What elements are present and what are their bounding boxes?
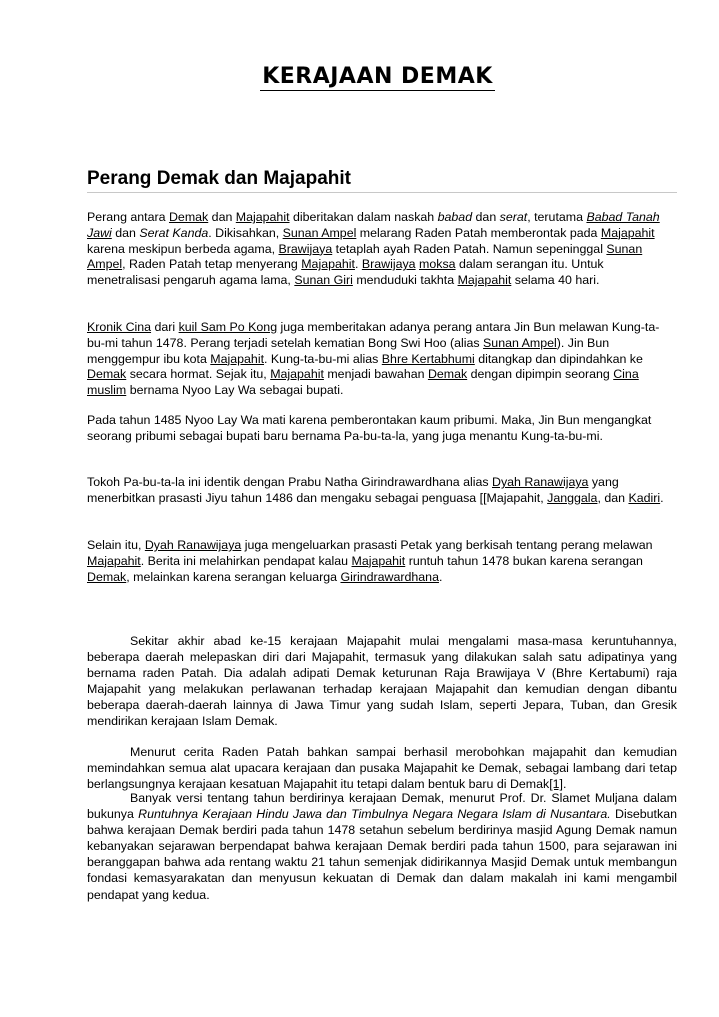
inline-link[interactable]: Majapahit xyxy=(301,257,355,272)
inline-link[interactable]: Demak xyxy=(427,367,468,382)
paragraph: Pada tahun 1485 Nyoo Lay Wa mati karena pemberontakan kaum pribumi. Maka, Jin Bun mengangkat seorang pribumi sebagai bupati baru bernama Pa-bu-ta-la, yang juga menantu Kung-ta-bu-mi. xyxy=(87,413,652,443)
paragraph: Kronik Cina dari kuil Sam Po Kong juga memberitakan adanya perang antara Jin Bun melawan Kung-ta-bu-mi tahun 1478. Perang terjadi setelah kematian Bong Swi Hoo (alias Sunan Ampel). Jin Bun menggempur ibu kota Majapahit. Kung-ta-bu-mi alias Bhre Kertabhumi ditangkap dan dipindahkan ke Demak secara hormat. Sejak itu, Majapahit menjadi bawahan Demak dengan dipimpin seorang Cina muslim bernama Nyoo Lay Wa sebagai bupati. xyxy=(87,320,660,398)
inline-link[interactable]: Majapahit xyxy=(270,367,324,382)
inline-link[interactable]: Janggala xyxy=(547,490,598,505)
inline-link[interactable]: Sunan Ampel xyxy=(87,241,643,272)
italic-text: serat xyxy=(499,210,528,224)
inline-link[interactable]: Girindrawardhana xyxy=(340,569,439,584)
inline-link[interactable]: Majapahit xyxy=(235,210,290,224)
paragraph: Menurut cerita Raden Patah bahkan sampai berhasil merobohkan majapahit dan kemudian memindahkan semua alat upacara kerajaan dan pusaka Majapahit ke Demak, sebagai lambang dari tetap berlangsungnya kerajaan kesatuan Majapahit itu tetapi dalam bentuk baru di Demak[1]. xyxy=(87,745,677,792)
inline-link[interactable]: kuil Sam Po Kong xyxy=(178,320,278,334)
inline-link[interactable]: moksa xyxy=(419,257,456,272)
italic-text: babad xyxy=(437,210,473,224)
inline-link[interactable]: Sunan Giri xyxy=(294,273,353,288)
inline-link[interactable]: Majapahit xyxy=(457,273,512,288)
document-title xyxy=(0,64,719,91)
inline-link[interactable]: muslim xyxy=(87,383,127,398)
section-heading: Perang Demak dan Majapahit xyxy=(87,168,677,193)
italic-text: Serat Kanda xyxy=(139,225,209,240)
inline-link[interactable]: Majapahit xyxy=(87,553,141,568)
inline-link[interactable]: Majapahit xyxy=(210,351,265,366)
paragraph: Selain itu, Dyah Ranawijaya juga mengeluarkan prasasti Petak yang berkisah tentang perang melawan Majapahit. Berita ini melahirkan pendapat kalau Majapahit runtuh tahun 1478 bukan karena serangan Demak, melainkan karena serangan keluarga Girindrawardhana. xyxy=(87,538,653,584)
inline-link[interactable]: Cina xyxy=(613,367,639,382)
inline-link[interactable]: Sunan Ampel xyxy=(282,225,357,240)
inline-link[interactable]: [1] xyxy=(549,777,563,792)
inline-link[interactable]: Dyah Ranawijaya xyxy=(492,475,589,489)
inline-link[interactable]: Demak xyxy=(168,210,209,224)
inline-link[interactable]: Majapahit xyxy=(600,225,655,240)
inline-link[interactable]: Kadiri xyxy=(628,490,661,505)
inline-link[interactable]: Brawijaya xyxy=(361,257,416,272)
inline-link[interactable]: Majapahit xyxy=(351,553,406,568)
inline-link[interactable]: Babad Tanah Jawi xyxy=(87,210,660,240)
inline-link[interactable]: Demak xyxy=(87,367,127,382)
inline-link[interactable]: Demak xyxy=(87,569,127,584)
inline-link[interactable]: Dyah Ranawijaya xyxy=(144,538,242,552)
inline-link[interactable]: Sunan Ampel xyxy=(483,335,557,350)
inline-link[interactable]: Kronik Cina xyxy=(87,320,152,334)
paragraph: Tokoh Pa-bu-ta-la ini identik dengan Prabu Natha Girindrawardhana alias Dyah Ranawijaya yang menerbitkan prasasti Jiyu tahun 1486 dan mengaku sebagai penguasa [[Majapahit, Janggala, dan Kadiri. xyxy=(87,475,664,505)
italic-text: Runtuhnya Kerajaan Hindu Jawa dan Timbulnya Negara Negara Islam di Nusantara. xyxy=(138,807,611,822)
inline-link[interactable]: Bhre Kertabhumi xyxy=(381,351,475,366)
paragraph: Perang antara Demak dan Majapahit diberitakan dalam naskah babad dan serat, terutama Babad Tanah Jawi dan Serat Kanda. Dikisahkan, Sunan Ampel melarang Raden Patah memberontak pada Majapahit karena meskipun berbeda agama, Brawijaya tetaplah ayah Raden Patah. Namun sepeninggal Sunan Ampel, Raden Patah tetap menyerang Majapahit. Brawijaya moksa dalam serangan itu. Untuk menetralisasi pengaruh agama lama, Sunan Giri menduduki takhta Majapahit selama 40 hari. xyxy=(87,210,660,288)
inline-link[interactable]: Brawijaya xyxy=(278,241,333,256)
paragraph: Banyak versi tentang tahun berdirinya kerajaan Demak, menurut Prof. Dr. Slamet Muljana dalam bukunya Runtuhnya Kerajaan Hindu Jawa dan Timbulnya Negara Negara Islam di Nusantara. Disebutkan bahwa kerajaan Demak berdiri pada tahun 1478 setahun sebelum berdirinya masjid Agung Demak namun kebanyakan sejarawan berpendapat bahwa kerajaan Demak berdiri pada tahun 1500, para sejarawan ini beranggapan bahwa ada rentang waktu 21 tahun semenjak didirikannya Masjid Demak untuk membangun fondasi kemasyarakatan dan menyusun kekuatan di Demak dan dalam makalah ini kami mengambil pendapat yang kedua. xyxy=(87,791,677,902)
document-title-text: KERAJAAN DEMAK xyxy=(262,64,493,89)
paragraph: Sekitar akhir abad ke-15 kerajaan Majapahit mulai mengalami masa-masa keruntuhannya, beberapa daerah melepaskan diri dari Majapahit, termasuk yang dilakukan salah satu adipatinya yang bernama raden Patah. Dia adalah adipati Demak keturunan Raja Brawijaya V (Bhre Kertabumi) raja Majapahit yang melakukan perlawanan terhadap kerajaan Majapahit dan kemudian dengan dibantu beberapa daerah-daerah lainnya di Jawa Timur yang sudah Islam, seperti Jepara, Tuban, dan Gresik mendirikan kerajaan Islam Demak. xyxy=(87,634,677,729)
